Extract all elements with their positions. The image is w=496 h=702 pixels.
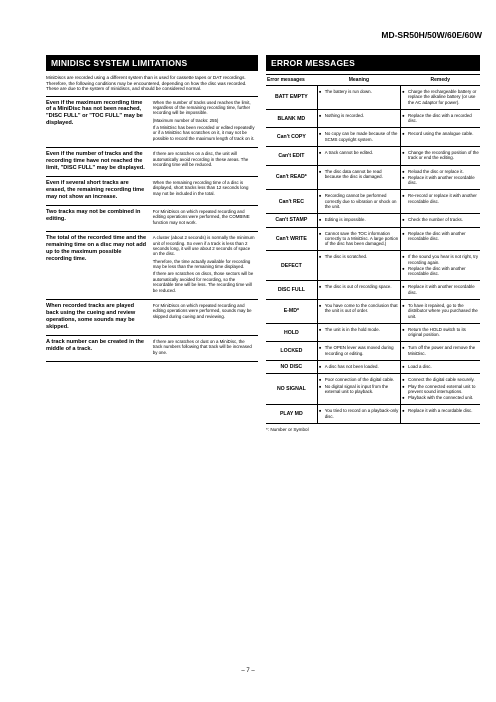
error-row bbox=[266, 323, 480, 342]
meaning-list bbox=[319, 150, 399, 155]
error-meaning bbox=[317, 146, 400, 165]
error-remedy bbox=[401, 374, 480, 405]
remedy-list bbox=[402, 327, 479, 338]
remedy-list bbox=[402, 231, 479, 242]
remedy-list bbox=[402, 377, 479, 400]
limitation-row bbox=[46, 177, 258, 206]
meaning-list bbox=[319, 284, 399, 289]
remedy-list bbox=[402, 89, 479, 105]
error-remedy bbox=[401, 214, 480, 227]
error-meaning bbox=[317, 214, 400, 227]
error-remedy bbox=[401, 323, 480, 342]
meaning-list bbox=[319, 89, 399, 94]
meaning-list bbox=[319, 231, 399, 247]
meaning-item: ● The OPEN lever was moved during recording or editing. bbox=[319, 345, 399, 356]
remedy-item: ● Replace it with another recordable disc. bbox=[402, 284, 479, 295]
error-remedy bbox=[401, 86, 480, 110]
error-meaning bbox=[317, 323, 400, 342]
limitation-symptom: Two tracks may not be combined in editing. bbox=[46, 206, 153, 232]
meaning-item: ● Nothing is recorded. bbox=[319, 113, 399, 118]
remedy-list bbox=[402, 364, 479, 369]
model-number: MD-SR50H/50W/60E/60W bbox=[381, 30, 482, 40]
error-row bbox=[266, 405, 480, 424]
meaning-item: ● You tried to record on a playback-only disc. bbox=[319, 408, 399, 419]
limitation-row bbox=[46, 335, 258, 361]
meaning-list bbox=[319, 254, 399, 259]
error-code: NO SIGNAL bbox=[266, 374, 317, 405]
limitation-explanation bbox=[153, 299, 258, 335]
explanation-paragraph: A cluster (about 2 seconds) is normally the minimum unit of recording. So even if a track is less than 2 seconds long, it will use about 2 seconds of space on the disc. bbox=[152, 235, 255, 257]
meaning-item: ● The disc is scratched. bbox=[319, 254, 399, 259]
remedy-list bbox=[402, 150, 479, 161]
explanation-paragraph: When the number of tracks used reaches the limit, regardless of the remaining recording time, further recording will be impossible. bbox=[152, 99, 251, 116]
meaning-item: ● Recording cannot be performed correctly due to vibration or shock on the unit. bbox=[319, 193, 399, 209]
explanation-paragraph: (Maximum number of tracks: 255) bbox=[152, 117, 219, 123]
error-row bbox=[266, 146, 480, 165]
error-remedy bbox=[401, 300, 480, 324]
limitation-symptom: Even if several short tracks are erased, the remaining recording time may not show an increase. bbox=[46, 177, 153, 206]
error-code: NO DISC bbox=[266, 361, 317, 374]
meaning-item: ● Poor connection of the digital cable. bbox=[319, 377, 399, 382]
remedy-item: ● Check the number of tracks. bbox=[402, 217, 479, 222]
error-code: BLANK MD bbox=[266, 109, 317, 128]
remedy-item: ● Record using the analogue cable. bbox=[402, 131, 479, 136]
error-meaning bbox=[317, 281, 400, 300]
limitation-row bbox=[46, 96, 258, 148]
header-remedy: Remedy bbox=[401, 75, 480, 86]
limitation-symptom: Even if the number of tracks and the recording time have not reached the limit, "DISC FULL" may be displayed. bbox=[46, 148, 153, 177]
meaning-list bbox=[319, 345, 399, 356]
error-remedy bbox=[401, 342, 480, 361]
error-code: BATT EMPTY bbox=[266, 86, 317, 110]
error-code: Can't EDIT bbox=[266, 146, 317, 165]
error-meaning bbox=[317, 300, 400, 324]
error-row bbox=[266, 109, 480, 128]
remedy-list bbox=[402, 217, 479, 222]
error-meaning bbox=[317, 227, 400, 251]
header-error-messages: Error messages bbox=[266, 75, 317, 86]
meaning-list bbox=[319, 113, 399, 118]
error-code: Can't STAMP bbox=[266, 214, 317, 227]
error-row bbox=[266, 300, 480, 324]
error-meaning bbox=[317, 251, 400, 281]
meaning-item: ● The unit is in the hold mode. bbox=[319, 327, 399, 332]
meaning-list bbox=[319, 377, 399, 394]
error-remedy bbox=[401, 128, 480, 147]
error-meaning bbox=[317, 190, 400, 214]
remedy-list bbox=[402, 254, 479, 276]
remedy-item: ● Playback with the connected unit. bbox=[402, 395, 479, 400]
remedy-item: ● To have it repaired, go to the distributor where you purchased the unit. bbox=[402, 303, 479, 319]
error-code: PLAY MD bbox=[266, 405, 317, 424]
remedy-item: ● Replace the disc with another recordable disc. bbox=[402, 266, 479, 277]
error-remedy bbox=[401, 361, 480, 374]
error-row bbox=[266, 361, 480, 374]
meaning-item: ● You have come to the conclusion that the unit is out of order. bbox=[319, 303, 399, 314]
remedy-item: ● If the sound you hear is not right, try recording again. bbox=[402, 254, 479, 265]
error-row bbox=[266, 214, 480, 227]
remedy-item: ● Replace it with another recordable disc. bbox=[402, 175, 479, 186]
limitations-section bbox=[46, 55, 258, 362]
meaning-list bbox=[319, 217, 399, 222]
error-messages-table bbox=[266, 74, 480, 424]
error-meaning bbox=[317, 165, 400, 190]
error-code: Can't READ* bbox=[266, 165, 317, 190]
remedy-list bbox=[402, 113, 479, 124]
error-row bbox=[266, 374, 480, 405]
limitation-explanation bbox=[153, 206, 258, 232]
remedy-item: ● Reload the disc or replace it. bbox=[402, 169, 479, 174]
limitation-explanation bbox=[153, 232, 258, 300]
error-code: LOCKED bbox=[266, 342, 317, 361]
remedy-list bbox=[402, 345, 479, 356]
remedy-list bbox=[402, 303, 479, 319]
meaning-item: ● No digital signal is input from the external unit to playback. bbox=[319, 384, 399, 395]
error-code: DEFECT bbox=[266, 251, 317, 281]
limitation-row bbox=[46, 299, 258, 335]
remedy-list bbox=[402, 408, 479, 413]
error-remedy bbox=[401, 109, 480, 128]
error-meaning bbox=[317, 128, 400, 147]
error-code: DISC FULL bbox=[266, 281, 317, 300]
error-code: HOLD bbox=[266, 323, 317, 342]
limitations-title: MINIDISC SYSTEM LIMITATIONS bbox=[46, 55, 258, 71]
meaning-item: ● The disc data cannot be read because the disc is damaged. bbox=[319, 169, 399, 180]
limitation-explanation bbox=[153, 335, 258, 361]
remedy-item: ● Play the connected external unit to prevent sound interruptions. bbox=[402, 384, 479, 395]
page-number: – 7 – bbox=[241, 668, 255, 674]
error-meaning bbox=[317, 86, 400, 110]
meaning-list bbox=[319, 364, 399, 369]
meaning-item: ● No copy can be made because of the SCMS copyright system. bbox=[319, 131, 399, 142]
limitation-symptom: When recorded tracks are played back using the cueing and review operations, some sounds may be skipped. bbox=[46, 299, 153, 335]
error-meaning bbox=[317, 361, 400, 374]
error-meaning bbox=[317, 405, 400, 424]
error-row bbox=[266, 227, 480, 251]
error-remedy bbox=[401, 165, 480, 190]
limitation-explanation bbox=[153, 148, 258, 177]
limitation-symptom: The total of the recorded time and the remaining time on a disc may not add up to the maximum possible recording time. bbox=[46, 232, 153, 300]
meaning-item: ● Cannot save the TOC information correctly to a MiniDisc. A large portion of the disc has been damaged.) bbox=[319, 231, 399, 247]
error-meaning bbox=[317, 342, 400, 361]
error-remedy bbox=[401, 190, 480, 214]
meaning-list bbox=[319, 131, 399, 142]
limitations-intro: MiniDiscs are recorded using a different system than is used for cassette tapes or DAT recordings. Therefore, the following conditions may be encountered, depending on how the disc was recorded. These are due to the system of minidiscs, and should be considered normal. bbox=[46, 75, 247, 91]
remedy-item: ● Connect the digital cable securely. bbox=[402, 377, 479, 382]
explanation-paragraph: If a MiniDisc has been recorded or edited repeatedly or if a MiniDisc has scratches on it, it may not be possible to record the maximum length of track on it. bbox=[152, 125, 255, 141]
header-meaning: Meaning bbox=[317, 75, 400, 86]
explanation-paragraph: If there are scratches on discs, those sectors will be automatically avoided for recording, so the recordable time will be less. The recording time will be reduced. bbox=[152, 271, 254, 293]
error-row bbox=[266, 86, 480, 110]
error-code: Can't WRITE bbox=[266, 227, 317, 251]
limitations-table bbox=[46, 96, 258, 362]
remedy-item: ● Replace the disc with another recordable disc. bbox=[402, 231, 479, 242]
remedy-item: ● Replace the disc with a recorded disc. bbox=[402, 113, 479, 124]
explanation-paragraph: For MiniDiscs on which repeated recording and editing operations were performed, sounds may be skipped during cueing and reviewing. bbox=[152, 302, 252, 319]
meaning-item: ● A disc has not been loaded. bbox=[319, 364, 399, 369]
limitation-row bbox=[46, 206, 258, 232]
remedy-item: ● Replace it with a recordable disc. bbox=[402, 408, 479, 413]
remedy-item: ● Change the recording position of the track or end the editing. bbox=[402, 150, 479, 161]
meaning-item: ● Editing is impossible. bbox=[319, 217, 399, 222]
limitation-symptom: A track number can be created in the middle of a track. bbox=[46, 335, 153, 361]
error-remedy bbox=[401, 227, 480, 251]
footnote: *: Number or Symbol bbox=[266, 426, 309, 432]
meaning-list bbox=[319, 303, 399, 314]
limitation-symptom: Even if the maximum recording time of a MiniDisc has not been reached, "DISC FULL" or "TOC FULL" may be displayed. bbox=[46, 96, 153, 148]
error-meaning bbox=[317, 109, 400, 128]
error-row bbox=[266, 128, 480, 147]
error-row bbox=[266, 190, 480, 214]
meaning-item: ● The battery is run down. bbox=[319, 89, 399, 94]
error-code: E-MD* bbox=[266, 300, 317, 324]
meaning-list bbox=[319, 193, 399, 209]
explanation-paragraph: If there are scratches or dust on a MiniDisc, the track numbers following that track will be increased by one. bbox=[152, 338, 252, 355]
error-remedy bbox=[401, 405, 480, 424]
meaning-item: ● A track cannot be edited. bbox=[319, 150, 399, 155]
remedy-item: ● Load a disc. bbox=[402, 364, 479, 369]
explanation-paragraph: For MiniDiscs on which repeated recording and editing operations were performed, the COMBINE function may not work. bbox=[152, 209, 250, 225]
error-row bbox=[266, 165, 480, 190]
error-remedy bbox=[401, 146, 480, 165]
error-row bbox=[266, 251, 480, 281]
limitation-row bbox=[46, 232, 258, 300]
error-messages-title: ERROR MESSAGES bbox=[266, 55, 480, 71]
explanation-paragraph: Therefore, the time actually available for recording may be less than the remaining time displayed. bbox=[152, 258, 251, 270]
error-row bbox=[266, 342, 480, 361]
limitation-explanation bbox=[153, 96, 258, 148]
error-code: Can't REC bbox=[266, 190, 317, 214]
meaning-item: ● The disc is out of recording space. bbox=[319, 284, 399, 289]
meaning-list bbox=[319, 327, 399, 332]
remedy-item: ● Turn off the power and remove the MiniDisc. bbox=[402, 345, 479, 356]
meaning-list bbox=[319, 408, 399, 419]
explanation-paragraph: When the remaining recording time of a disc is displayed, short tracks less than 12 seconds long may not be included in the total. bbox=[152, 180, 249, 196]
remedy-item: ● Return the HOLD switch to its original position. bbox=[402, 327, 479, 338]
explanation-paragraph: If there are scratches on a disc, the unit will automatically avoid recording in these areas. The recording time will be reduced. bbox=[152, 151, 249, 167]
remedy-list bbox=[402, 169, 479, 186]
remedy-item: ● Re-record or replace it with another recordable disc. bbox=[402, 193, 479, 204]
error-meaning bbox=[317, 374, 400, 405]
error-messages-section bbox=[266, 55, 480, 432]
meaning-list bbox=[319, 169, 399, 180]
error-remedy bbox=[401, 251, 480, 281]
limitation-row bbox=[46, 148, 258, 177]
remedy-item: ● Charge the rechargeable battery or replace the alkaline battery (or use the AC adaptor for power). bbox=[402, 89, 479, 105]
remedy-list bbox=[402, 284, 479, 295]
remedy-list bbox=[402, 193, 479, 204]
error-row bbox=[266, 281, 480, 300]
remedy-list bbox=[402, 131, 479, 136]
error-remedy bbox=[401, 281, 480, 300]
error-code: Can't COPY bbox=[266, 128, 317, 147]
limitation-explanation bbox=[153, 177, 258, 206]
